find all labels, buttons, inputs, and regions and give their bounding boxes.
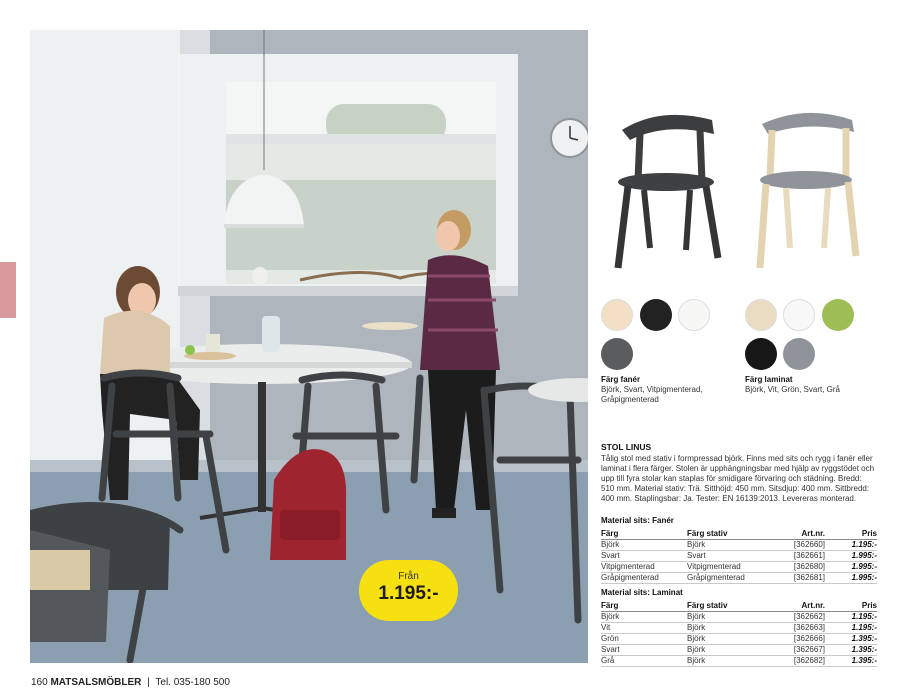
page-number: 160	[31, 677, 48, 688]
col-header-color: Färg	[601, 528, 687, 539]
cell-frame-color: Gråpigmenterad	[687, 572, 783, 583]
chair-laminate-birch-grey	[760, 113, 856, 268]
cell-frame-color: Svart	[687, 550, 783, 561]
col-header-color: Färg	[601, 600, 687, 611]
swatch-veneer-white-pigmented	[678, 299, 710, 331]
cell-art-nr: [362663]	[783, 622, 825, 633]
cell-frame-color: Björk	[687, 611, 783, 622]
col-header-price: Pris	[825, 600, 877, 611]
cell-art-nr: [362660]	[783, 539, 825, 550]
table-row	[601, 633, 877, 644]
cell-color: Gråpigmenterad	[601, 572, 687, 583]
veneer-color-heading: Färg fanér	[601, 375, 641, 384]
price-badge-amount: 1.195:-	[378, 583, 439, 604]
cell-art-nr: [362667]	[783, 644, 825, 655]
col-header-frame-color: Färg stativ	[687, 600, 783, 611]
cell-price: 1.395:-	[825, 655, 877, 666]
cell-price: 1.995:-	[825, 550, 877, 561]
col-header-art-nr: Art.nr.	[783, 528, 825, 539]
swatch-laminate-white	[783, 299, 815, 331]
product-name: STOL LINUS	[601, 442, 652, 452]
veneer-color-info	[601, 375, 731, 405]
cell-art-nr: [362680]	[783, 561, 825, 572]
cell-frame-color: Björk	[687, 633, 783, 644]
product-description: Tålig stol med stativ i formpressad björk. Finns med sits och rygg i fanér eller laminat i flera färger. Stolen är upphängningsbar med hjälp av ryggstödet och upp till fyra stolar kan staplas för smidigare förvaring och städning. Bredd: 510 mm. Material stativ: Trä. Sitthöjd: 450 mm. Sitsdjup: 400 mm. Sittbredd: 400 mm. Staplingsbar: Ja. Tester: EN 16139:2013. Levereras monterad.	[601, 454, 875, 503]
price-table-laminate	[601, 600, 877, 667]
cell-art-nr: [362682]	[783, 655, 825, 666]
cell-price: 1.195:-	[825, 539, 877, 550]
swatch-veneer-birch	[601, 299, 633, 331]
table-header-row	[601, 528, 877, 539]
cell-art-nr: [362681]	[783, 572, 825, 583]
swatch-veneer-black	[640, 299, 672, 331]
cell-price: 1.995:-	[825, 572, 877, 583]
laminate-color-list: Björk, Vit, Grön, Svart, Grå	[745, 385, 840, 394]
cell-frame-color: Vitpigmenterad	[687, 561, 783, 572]
table-row	[601, 655, 877, 666]
cell-frame-color: Björk	[687, 655, 783, 666]
footer-separator: |	[147, 677, 150, 688]
table-title-veneer: Material sits: Fanér	[601, 516, 674, 525]
laminate-color-info	[745, 375, 885, 395]
cell-color: Grön	[601, 633, 687, 644]
section-name: MATSALSMÖBLER	[50, 677, 142, 688]
table-row	[601, 561, 877, 572]
veneer-color-list: Björk, Svart, Vitpigmenterad, Gråpigmenterad	[601, 385, 703, 404]
cell-frame-color: Björk	[687, 622, 783, 633]
cell-frame-color: Björk	[687, 644, 783, 655]
lifestyle-photo	[30, 30, 588, 663]
cell-art-nr: [362662]	[783, 611, 825, 622]
cell-color: Svart	[601, 550, 687, 561]
cell-price: 1.995:-	[825, 561, 877, 572]
cell-color: Grå	[601, 655, 687, 666]
table-row	[601, 572, 877, 583]
laminate-color-heading: Färg laminat	[745, 375, 793, 384]
cell-frame-color: Björk	[687, 539, 783, 550]
cell-art-nr: [362666]	[783, 633, 825, 644]
col-header-price: Pris	[825, 528, 877, 539]
table-row	[601, 622, 877, 633]
cell-color: Svart	[601, 644, 687, 655]
swatch-laminate-black	[745, 338, 777, 370]
swatch-laminate-birch	[745, 299, 777, 331]
phone-number: Tel. 035-180 500	[155, 677, 230, 688]
col-header-art-nr: Art.nr.	[783, 600, 825, 611]
cell-price: 1.195:-	[825, 611, 877, 622]
table-header-row	[601, 600, 877, 611]
table-row	[601, 644, 877, 655]
cell-color: Vitpigmenterad	[601, 561, 687, 572]
table-row	[601, 550, 877, 561]
price-badge-from: Från	[398, 571, 419, 582]
section-tab-marker	[0, 262, 16, 318]
price-table-veneer	[601, 528, 877, 584]
cell-price: 1.395:-	[825, 644, 877, 655]
cell-art-nr: [362661]	[783, 550, 825, 561]
table-row	[601, 611, 877, 622]
cell-price: 1.395:-	[825, 633, 877, 644]
product-description-block	[601, 442, 877, 504]
cell-color: Vit	[601, 622, 687, 633]
cell-color: Björk	[601, 611, 687, 622]
swatch-laminate-green	[822, 299, 854, 331]
col-header-frame-color: Färg stativ	[687, 528, 783, 539]
table-row	[601, 539, 877, 550]
table-title-laminate: Material sits: Laminat	[601, 588, 683, 597]
cell-color: Björk	[601, 539, 687, 550]
swatch-laminate-grey	[783, 338, 815, 370]
price-badge	[359, 560, 458, 621]
page-footer	[31, 677, 230, 688]
swatch-veneer-grey-pigmented	[601, 338, 633, 370]
cell-price: 1.195:-	[825, 622, 877, 633]
chair-product-images	[600, 100, 880, 290]
chair-veneer-black	[618, 115, 718, 268]
